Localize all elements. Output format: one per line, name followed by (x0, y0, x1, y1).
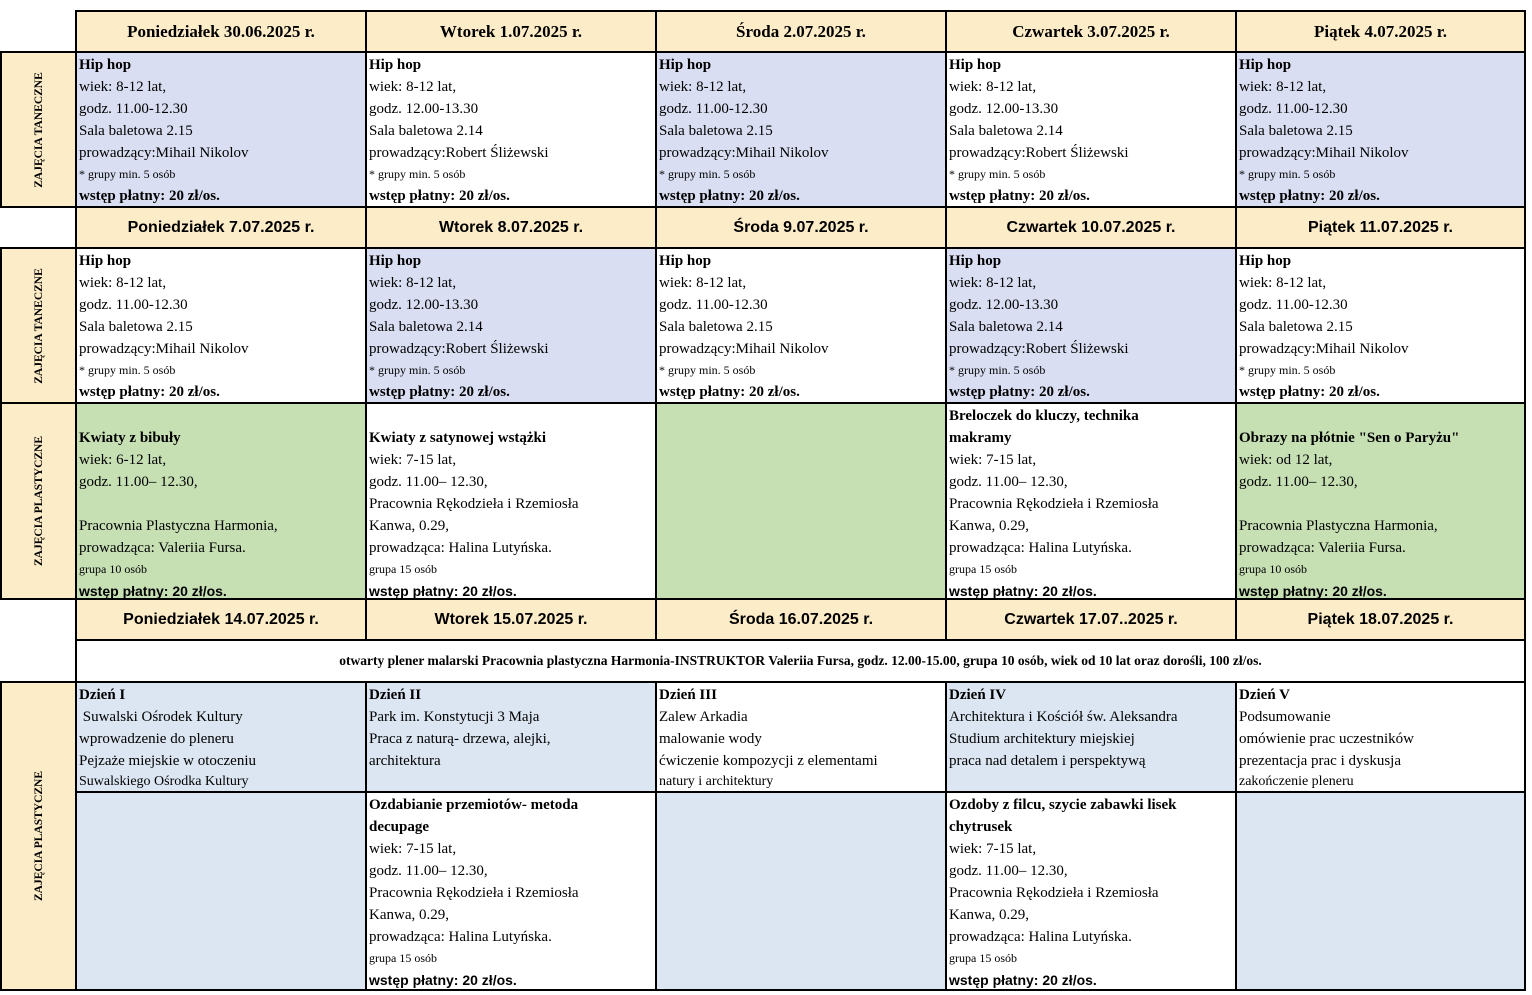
activity-teacher: prowadząca: Halina Lutyńska. (949, 540, 1132, 556)
activity-fee: wstęp płatny: 20 zł/os. (949, 188, 1090, 204)
activity-title: Ozdoby z filcu, szycie zabawki lisek (949, 797, 1177, 813)
activity-title: Hip hop (1239, 57, 1292, 73)
activity-title-cont: chytrusek (949, 819, 1013, 835)
activity-title: Hip hop (369, 253, 422, 269)
activity-fee: wstęp płatny: 20 zł/os. (369, 188, 510, 204)
activity-group: grupa 10 osób (79, 562, 147, 576)
plener-line: Zalew Arkadia (659, 709, 748, 725)
activity-fee: wstęp płatny: 20 zł/os. (79, 583, 227, 599)
activity-title: Kwiaty z satynowej wstążki (369, 430, 547, 446)
plener-day-title: Dzień II (369, 687, 422, 703)
activity-room: Sala baletowa 2.14 (369, 123, 483, 139)
art-cell-wed-w3-empty (655, 791, 947, 991)
activity-teacher: prowadzący:Mihail Nikolov (659, 341, 829, 357)
art-cell-fri-w3-empty (1235, 791, 1526, 991)
dance-cell-tue-w1 (365, 51, 657, 208)
plener-line: Podsumowanie (1239, 709, 1331, 725)
activity-age: wiek: 7-15 lat, (949, 841, 1037, 857)
activity-title: Hip hop (949, 57, 1002, 73)
activity-group: grupa 15 osób (369, 562, 437, 576)
activity-teacher: prowadzący:Mihail Nikolov (659, 145, 829, 161)
day-header-wed-w1: Środa 2.07.2025 r. (655, 10, 947, 53)
plener-line: architektura (369, 753, 441, 769)
activity-age: wiek: 8-12 lat, (369, 275, 457, 291)
plener-line: zakończenie pleneru (1239, 774, 1354, 789)
art-cell-thu-w2 (945, 402, 1237, 600)
activity-age: wiek: 7-15 lat, (369, 452, 457, 468)
activity-time: godz. 11.00– 12.30, (1239, 474, 1358, 490)
activity-place: Pracownia Plastyczna Harmonia, (79, 518, 278, 534)
activity-teacher: prowadząca: Halina Lutyńska. (949, 929, 1132, 945)
activity-age: wiek: 8-12 lat, (79, 79, 167, 95)
activity-teacher: prowadzący:Robert Śliżewski (369, 145, 549, 161)
activity-room: Sala baletowa 2.15 (659, 123, 773, 139)
category-label-text: ZAJĘCIA PLASTYCZNE (32, 770, 45, 902)
activity-age: wiek: 8-12 lat, (369, 79, 457, 95)
art-cell-tue-w3 (365, 791, 657, 991)
category-label-text: ZAJĘCIA TANECZNE (32, 267, 45, 384)
activity-age: wiek: od 12 lat, (1239, 452, 1333, 468)
activity-place: Pracownia Rękodzieła i Rzemiosła (369, 885, 579, 901)
activity-age: wiek: 8-12 lat, (1239, 275, 1327, 291)
activity-room: Sala baletowa 2.14 (369, 319, 483, 335)
day-header-wed-w2: Środa 9.07.2025 r. (655, 206, 947, 249)
category-label-dance-w1 (0, 51, 77, 208)
activity-room: Sala baletowa 2.15 (1239, 319, 1353, 335)
plener-line: omówienie prac uczestników (1239, 731, 1414, 747)
dance-cell-wed-w1 (655, 51, 947, 208)
activity-room: Sala baletowa 2.15 (659, 319, 773, 335)
plener-line: Pejzaże miejskie w otoczeniu (79, 753, 257, 769)
activity-title: Hip hop (659, 57, 712, 73)
activity-teacher: prowadząca: Valeriia Fursa. (79, 540, 246, 556)
activity-room: Sala baletowa 2.15 (1239, 123, 1353, 139)
activity-group: grupa 15 osób (369, 951, 437, 965)
activity-time: godz. 12.00-13.30 (949, 101, 1059, 117)
art-cell-fri-w2 (1235, 402, 1526, 600)
activity-time: godz. 11.00-12.30 (1239, 297, 1348, 313)
category-label-art-w3 (0, 681, 77, 991)
plener-day-title: Dzień IV (949, 687, 1007, 703)
day-header-thu-w3: Czwartek 17.07..2025 r. (945, 598, 1237, 641)
art-cell-mon-w2 (75, 402, 367, 600)
activity-title-cont: makramy (949, 430, 1012, 446)
activity-age: wiek: 7-15 lat, (369, 841, 457, 857)
plener-day-title: Dzień I (79, 687, 126, 703)
activity-teacher: prowadzący:Robert Śliżewski (369, 341, 549, 357)
activity-time: godz. 12.00-13.30 (949, 297, 1059, 313)
activity-fee: wstęp płatny: 20 zł/os. (79, 384, 220, 400)
plener-line: wprowadzenie do pleneru (79, 731, 234, 747)
activity-note: * grupy min. 5 osób (79, 363, 176, 377)
activity-note: * grupy min. 5 osób (949, 167, 1046, 181)
dance-cell-fri-w1 (1235, 51, 1526, 208)
plener-cell-day5 (1235, 681, 1526, 793)
plener-banner: otwarty plener malarski Pracownia plastyczna Harmonia-INSTRUKTOR Valeriia Fursa, godz. 12.00-15.00, grupa 10 osób, wiek od 10 lat oraz dorośli, 100 zł/os. (75, 639, 1526, 683)
day-header-tue-w2: Wtorek 8.07.2025 r. (365, 206, 657, 249)
day-header-fri-w3: Piątek 18.07.2025 r. (1235, 598, 1526, 641)
activity-age: wiek: 7-15 lat, (949, 452, 1037, 468)
activity-teacher: prowadzący:Mihail Nikolov (1239, 341, 1409, 357)
plener-line: Suwalskiego Ośrodka Kultury (79, 774, 249, 789)
day-header-tue-w1: Wtorek 1.07.2025 r. (365, 10, 657, 53)
activity-place: Pracownia Rękodzieła i Rzemiosła (369, 496, 579, 512)
plener-line: Park im. Konstytucji 3 Maja (369, 709, 540, 725)
plener-line: Suwalski Ośrodek Kultury (79, 709, 243, 725)
dance-cell-wed-w2 (655, 247, 947, 404)
activity-age: wiek: 8-12 lat, (949, 79, 1037, 95)
activity-title: Kwiaty z bibuły (79, 430, 181, 446)
activity-teacher: prowadząca: Halina Lutyńska. (369, 929, 552, 945)
activity-place: Pracownia Rękodzieła i Rzemiosła (949, 496, 1159, 512)
plener-day-title: Dzień III (659, 687, 717, 703)
activity-teacher: prowadząca: Valeriia Fursa. (1239, 540, 1406, 556)
activity-note: * grupy min. 5 osób (369, 167, 466, 181)
activity-group: grupa 15 osób (949, 562, 1017, 576)
dance-cell-fri-w2 (1235, 247, 1526, 404)
activity-place-room: Kanwa, 0.29, (369, 518, 449, 534)
art-cell-mon-w3-empty (75, 791, 367, 991)
activity-fee: wstęp płatny: 20 zł/os. (369, 384, 510, 400)
activity-fee: wstęp płatny: 20 zł/os. (659, 384, 800, 400)
activity-fee: wstęp płatny: 20 zł/os. (79, 188, 220, 204)
activity-room: Sala baletowa 2.14 (949, 123, 1063, 139)
activity-fee: wstęp płatny: 20 zł/os. (1239, 583, 1387, 599)
activity-title: Hip hop (79, 253, 132, 269)
dance-cell-mon-w2 (75, 247, 367, 404)
day-header-mon-w1: Poniedziałek 30.06.2025 r. (75, 10, 367, 53)
activity-title: Hip hop (79, 57, 132, 73)
activity-time: godz. 11.00– 12.30, (369, 863, 488, 879)
activity-title: Hip hop (659, 253, 712, 269)
activity-time: godz. 11.00-12.30 (659, 297, 768, 313)
category-label-art-w2 (0, 402, 77, 600)
day-header-fri-w2: Piątek 11.07.2025 r. (1235, 206, 1526, 249)
activity-time: godz. 12.00-13.30 (369, 297, 479, 313)
activity-age: wiek: 8-12 lat, (79, 275, 167, 291)
activity-fee: wstęp płatny: 20 zł/os. (949, 583, 1097, 599)
activity-title-cont: decupage (369, 819, 429, 835)
plener-line: Praca z naturą- drzewa, alejki, (369, 731, 551, 747)
art-cell-thu-w3 (945, 791, 1237, 991)
activity-note: * grupy min. 5 osób (369, 363, 466, 377)
activity-fee: wstęp płatny: 20 zł/os. (949, 384, 1090, 400)
activity-fee: wstęp płatny: 20 zł/os. (659, 188, 800, 204)
activity-room: Sala baletowa 2.14 (949, 319, 1063, 335)
category-label-dance-w2 (0, 247, 77, 404)
plener-cell-day2 (365, 681, 657, 793)
activity-fee: wstęp płatny: 20 zł/os. (369, 972, 517, 988)
activity-teacher: prowadząca: Halina Lutyńska. (369, 540, 552, 556)
activity-teacher: prowadzący:Robert Śliżewski (949, 145, 1129, 161)
plener-line: malowanie wody (659, 731, 762, 747)
day-header-thu-w2: Czwartek 10.07.2025 r. (945, 206, 1237, 249)
activity-age: wiek: 8-12 lat, (659, 79, 747, 95)
activity-time: godz. 11.00– 12.30, (79, 474, 198, 490)
activity-teacher: prowadzący:Mihail Nikolov (79, 341, 249, 357)
art-cell-tue-w2 (365, 402, 657, 600)
category-label-text: ZAJĘCIA PLASTYCZNE (32, 435, 45, 567)
day-header-wed-w3: Środa 16.07.2025 r. (655, 598, 947, 641)
activity-time: godz. 11.00-12.30 (79, 297, 188, 313)
activity-title: Hip hop (369, 57, 422, 73)
activity-teacher: prowadzący:Mihail Nikolov (79, 145, 249, 161)
activity-place-room: Kanwa, 0.29, (369, 907, 449, 923)
plener-line: prezentacja prac i dyskusja (1239, 753, 1402, 769)
day-header-mon-w2: Poniedziałek 7.07.2025 r. (75, 206, 367, 249)
activity-place: Pracownia Rękodzieła i Rzemiosła (949, 885, 1159, 901)
activity-group: grupa 15 osób (949, 951, 1017, 965)
plener-cell-day3 (655, 681, 947, 793)
activity-time: godz. 11.00– 12.30, (949, 474, 1068, 490)
activity-note: * grupy min. 5 osób (1239, 363, 1336, 377)
activity-fee: wstęp płatny: 20 zł/os. (949, 972, 1097, 988)
plener-day-title: Dzień V (1239, 687, 1290, 703)
activity-title: Hip hop (1239, 253, 1292, 269)
activity-teacher: prowadzący:Mihail Nikolov (1239, 145, 1409, 161)
activity-time: godz. 11.00-12.30 (659, 101, 768, 117)
category-label-text: ZAJĘCIA TANECZNE (32, 71, 45, 188)
activity-title: Breloczek do kluczy, technika (949, 408, 1139, 424)
dance-cell-mon-w1 (75, 51, 367, 208)
activity-time: godz. 11.00-12.30 (79, 101, 188, 117)
activity-age: wiek: 8-12 lat, (1239, 79, 1327, 95)
activity-time: godz. 11.00– 12.30, (949, 863, 1068, 879)
activity-fee: wstęp płatny: 20 zł/os. (1239, 188, 1380, 204)
day-header-fri-w1: Piątek 4.07.2025 r. (1235, 10, 1526, 53)
activity-fee: wstęp płatny: 20 zł/os. (1239, 384, 1380, 400)
plener-line: Studium architektury miejskiej (949, 731, 1135, 747)
activity-place: Pracownia Plastyczna Harmonia, (1239, 518, 1438, 534)
plener-cell-day1 (75, 681, 367, 793)
plener-cell-day4 (945, 681, 1237, 793)
activity-time: godz. 11.00-12.30 (1239, 101, 1348, 117)
activity-age: wiek: 8-12 lat, (949, 275, 1037, 291)
activity-room: Sala baletowa 2.15 (79, 319, 193, 335)
activity-note: * grupy min. 5 osób (659, 363, 756, 377)
activity-place-room: Kanwa, 0.29, (949, 518, 1029, 534)
day-header-mon-w3: Poniedziałek 14.07.2025 r. (75, 598, 367, 641)
dance-cell-tue-w2 (365, 247, 657, 404)
activity-title: Obrazy na płótnie "Sen o Paryżu" (1239, 430, 1460, 446)
activity-note: * grupy min. 5 osób (1239, 167, 1336, 181)
activity-time: godz. 12.00-13.30 (369, 101, 479, 117)
activity-note: * grupy min. 5 osób (659, 167, 756, 181)
dance-cell-thu-w2 (945, 247, 1237, 404)
activity-place-room: Kanwa, 0.29, (949, 907, 1029, 923)
activity-time: godz. 11.00– 12.30, (369, 474, 488, 490)
activity-age: wiek: 8-12 lat, (659, 275, 747, 291)
activity-note: * grupy min. 5 osób (79, 167, 176, 181)
activity-room: Sala baletowa 2.15 (79, 123, 193, 139)
plener-line: praca nad detalem i perspektywą (949, 753, 1146, 769)
activity-fee: wstęp płatny: 20 zł/os. (369, 583, 517, 599)
dance-cell-thu-w1 (945, 51, 1237, 208)
activity-note: * grupy min. 5 osób (949, 363, 1046, 377)
activity-title: Hip hop (949, 253, 1002, 269)
activity-group: grupa 10 osób (1239, 562, 1307, 576)
plener-line: ćwiczenie kompozycji z elementami (659, 753, 878, 769)
day-header-thu-w1: Czwartek 3.07.2025 r. (945, 10, 1237, 53)
art-cell-wed-w2-empty (655, 402, 947, 600)
plener-line: Architektura i Kościół św. Aleksandra (949, 709, 1178, 725)
day-header-tue-w3: Wtorek 15.07.2025 r. (365, 598, 657, 641)
plener-line: natury i architektury (659, 774, 774, 789)
activity-age: wiek: 6-12 lat, (79, 452, 167, 468)
activity-teacher: prowadzący:Robert Śliżewski (949, 341, 1129, 357)
activity-title: Ozdabianie przemiotów- metoda (369, 797, 579, 813)
